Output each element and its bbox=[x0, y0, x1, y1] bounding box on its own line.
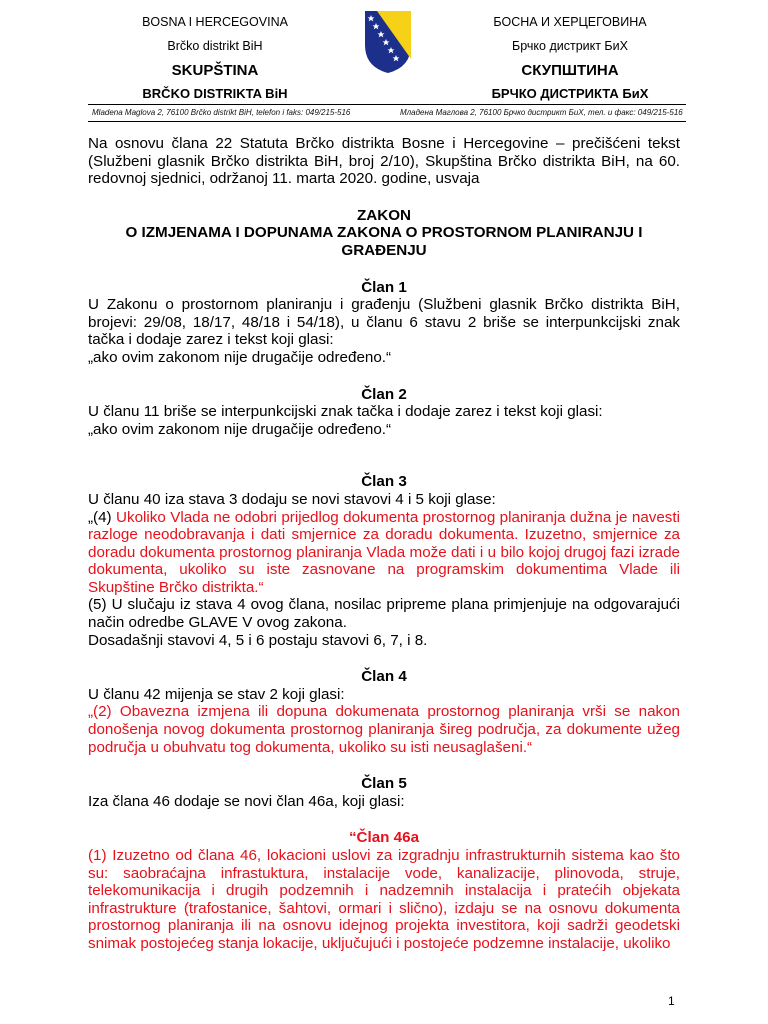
letterhead bbox=[0, 0, 768, 125]
coat-of-arms-icon bbox=[363, 9, 413, 75]
article-3-paragraph-4 bbox=[88, 509, 680, 597]
intro-paragraph: Na osnovu člana 22 Statuta Brčko distrikta Bosne i Hercegovine – prečišćeni tekst (Službeni glasnik Brčko distrikta BiH, broj 2/10), Skupština Brčko distrikta BiH, na 60. redovnoj sjednici, održanoj 11. marta 2020. godine, usvaja bbox=[88, 135, 680, 188]
article-1-text: U Zakonu o prostornom planiranju i građenju (Službeni glasnik Brčko distrikta BiH, brojevi: 29/08, 18/17, 48/18 i 54/18), u članu 6 stavu 2 briše se interpunkcijski znak tačka i dodaje zarez i tekst koji glasi: bbox=[88, 296, 680, 349]
article-3-paragraph-5: (5) U slučaju iz stava 4 ovog člana, nosilac pripreme plana primjenjuje na odgovarajući način odredbe GLAVE V ovog zakona. bbox=[88, 596, 680, 632]
assembly-name-latin: SKUPŠTINA bbox=[171, 62, 259, 79]
article-1-heading: Član 1 bbox=[361, 278, 407, 296]
law-subtitle: O IZMJENAMA I DOPUNAMA ZAKONA O PROSTORNOM PLANIRANJU I GRAĐENJU bbox=[125, 224, 643, 259]
article-5-text: Iza člana 46 dodaje se novi član 46a, koji glasi: bbox=[88, 792, 405, 810]
district-name-latin: Brčko distrikt BiH bbox=[167, 39, 263, 53]
article-3-text: U članu 40 iza stava 3 dodaju se novi stavovi 4 i 5 koji glase: bbox=[88, 490, 496, 508]
assembly-name-cyrillic: СКУПШТИНА bbox=[521, 62, 619, 79]
assembly-sub-latin: BRČKO DISTRIKTA BiH bbox=[142, 86, 288, 101]
country-name-cyrillic: БОСНА И ХЕРЦЕГОВИНА bbox=[493, 15, 647, 29]
paragraph-4-amendment: Ukoliko Vlada ne odobri prijedlog dokumenta prostornog planiranja dužna je navesti razloge neodobravanja i dati smjernice za doradu dokumenta. Izuzetno, smjernice za doradu dokumenta prostornog planiranja Vlada može dati i u bilo kojoj drugoj fazi izrade dokumenta, ukoliko su iste zasnovane na programskim dokumentima Vlade ili Skupštine Brčko distrikta.“ bbox=[88, 508, 680, 596]
letterhead-right bbox=[430, 10, 710, 105]
district-name-cyrillic: Брчко дистрикт БиХ bbox=[512, 39, 628, 53]
document-body bbox=[88, 135, 680, 953]
header-divider-bottom bbox=[88, 121, 686, 122]
article-46a-heading: “Član 46a bbox=[348, 829, 420, 847]
article-2-text: U članu 11 briše se interpunkcijski znak tačka i dodaje zarez i tekst koji glasi: bbox=[88, 403, 603, 421]
address-cyrillic: Младена Маглова 2, 76100 Брчко дистрикт БиХ, тел. и факс: 049/215-516 bbox=[400, 108, 683, 117]
article-4-heading: Član 4 bbox=[361, 668, 407, 686]
header-divider-top bbox=[88, 104, 686, 105]
article-2-quote: „ako ovim zakonom nije drugačije određeno.“ bbox=[88, 420, 392, 438]
article-5-heading: Član 5 bbox=[361, 775, 407, 793]
article-1-quote: „ako ovim zakonom nije drugačije određeno.“ bbox=[88, 348, 392, 366]
article-2-heading: Član 2 bbox=[361, 385, 407, 403]
article-3-heading: Član 3 bbox=[361, 473, 407, 491]
article-46a-text: (1) Izuzetno od člana 46, lokacioni uslovi za izgradnju infrastrukturnih sistema kao što su: saobraćajna infrastuktura, instalacije vode, kanalizacije, plinovoda, struje, telekomunikacija i drugih podzemnih i nadzemnih instalacija i pratećih objekata infrastrukture (trafostanice, šahtovi, ormari i slično), izdaju se na osnovu dokumenta prostornog planiranja ili na osnovu idejnog projekta investitora, koji sadrži geodetski snimak postojećeg stanja lokacije, uključujući i postojeće podzemne instalacije, ukoliko bbox=[88, 847, 680, 952]
article-4-text: U članu 42 mijenja se stav 2 koji glasi: bbox=[88, 685, 345, 703]
article-3-renumbering: Dosadašnji stavovi 4, 5 i 6 postaju stavovi 6, 7, i 8. bbox=[88, 631, 428, 649]
paragraph-4-prefix: „(4) bbox=[88, 508, 117, 526]
address-latin: Mladena Maglova 2, 76100 Brčko distrikt BiH, telefon i faks: 049/215-516 bbox=[92, 108, 351, 117]
assembly-sub-cyrillic: БРЧКО ДИСТРИКТА БиХ bbox=[491, 86, 649, 101]
law-title: ZAKON bbox=[357, 206, 411, 224]
country-name-latin: BOSNA I HERCEGOVINA bbox=[142, 15, 288, 29]
letterhead-left bbox=[75, 10, 355, 105]
page-number: 1 bbox=[668, 994, 675, 1008]
article-4-amendment: „(2) Obavezna izmjena ili dopuna dokumenata prostornog planiranja vrši se nakon donošenja novog dokumenta prostornog planiranja šireg područja, za dokumente užeg područja u obuhvatu tog dokumenta, ukoliko su isti neusaglašeni.“ bbox=[88, 703, 680, 756]
